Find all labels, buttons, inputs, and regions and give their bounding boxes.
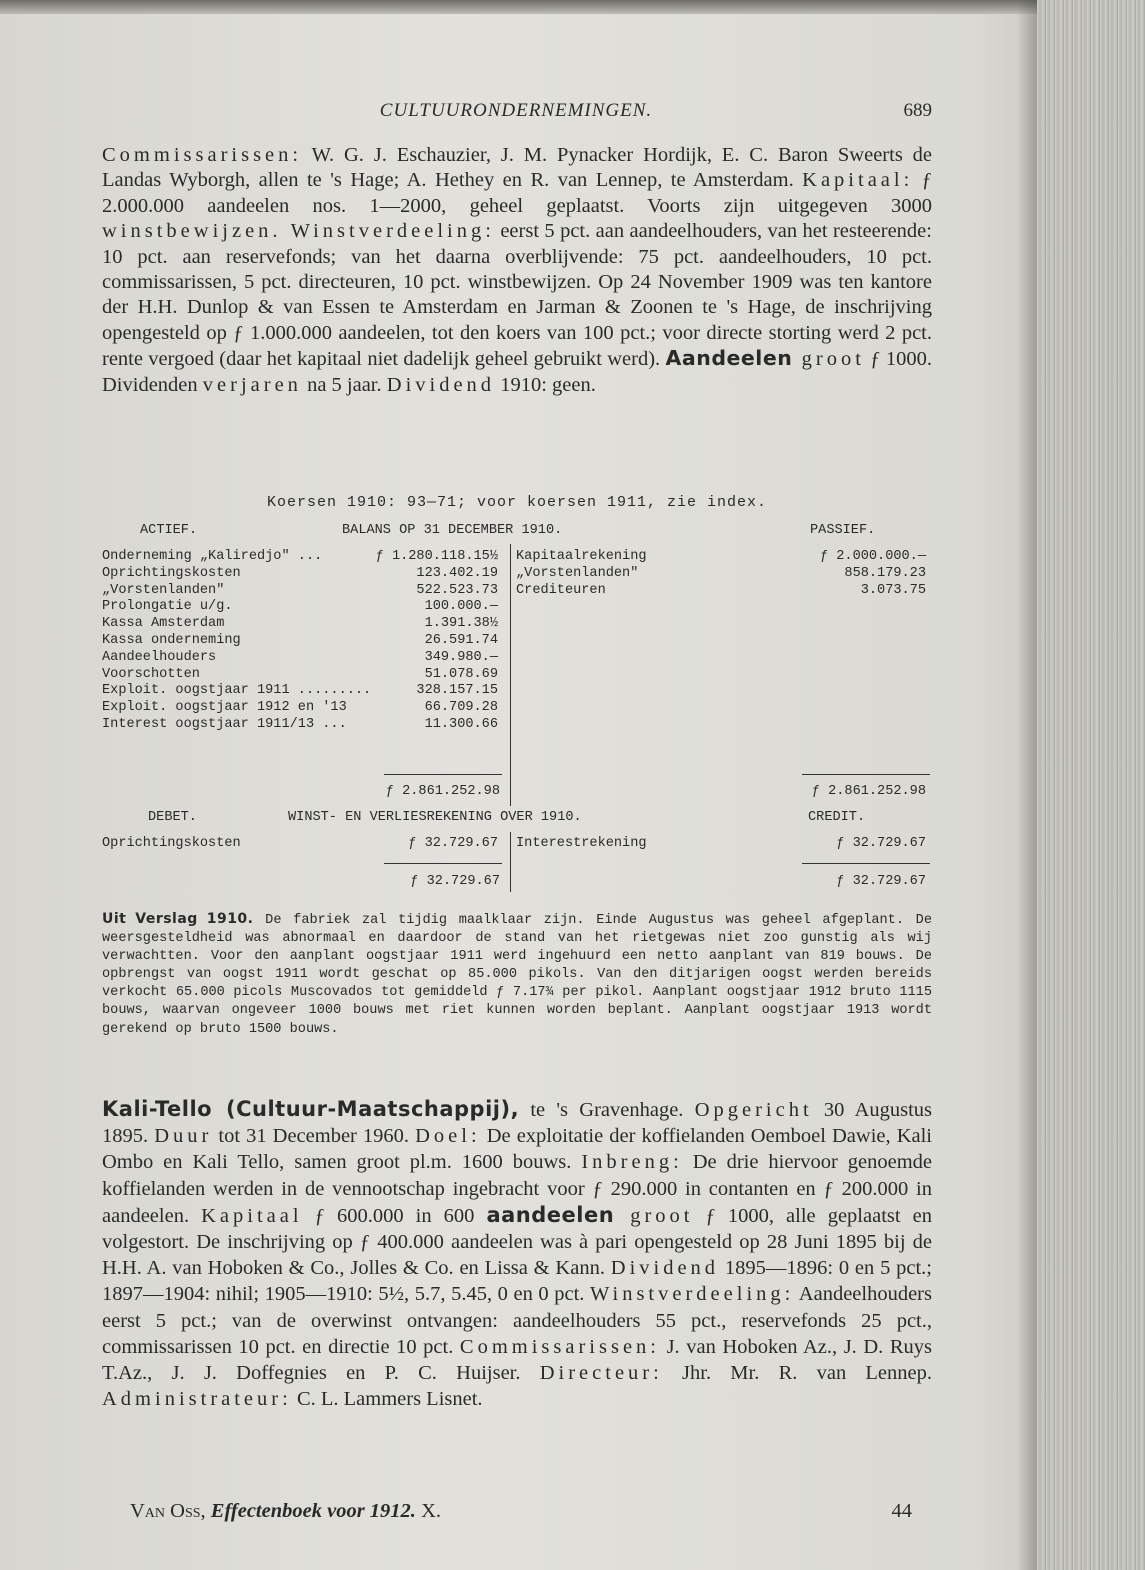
- actief-label: Exploit. oogstjaar 1912 en '13: [102, 700, 347, 716]
- kt-directeur-text: Jhr. Mr. R. van Lennep.: [662, 1362, 933, 1385]
- verjaren-text: na 5 jaar.: [301, 373, 387, 396]
- commissarissen-label: Commissarissen:: [102, 144, 303, 166]
- passief-row: [516, 583, 932, 600]
- kali-tello-entry: [102, 1096, 932, 1412]
- actief-amount: 51.078.69: [424, 666, 498, 682]
- passief-row: [516, 549, 932, 566]
- actief-amount: 26.591.74: [424, 633, 498, 648]
- running-header: [100, 100, 932, 126]
- verslag-text: De fabriek zal tijdig maalklaar zijn. Einde Augustus was geheel afgeplant. De weersgesteldheid was abnormaal en daardoor de stand van het rietgewas niet zoo gunstig als wij verwachtten. Voor den aanplant oogstjaar 1911 werd ingehuurd een netto aanplant van 819 bouws. De opbrengst van oogst 1911 wordt geschat op 85.000 pikols. Van den ditjarigen oogst werden bereids verkocht 65.000 picols Muscovados tot gemiddeld ƒ 7.17¾ per pikol. Aanplant oogstjaar 1912 bruto 1115 bouws, waarvan ongeveer 1000 bouws met riet kunnen worden beplant. Aanplant oogstjaar 1913 wordt gerekend op bruto 1500 bouws.: [102, 913, 932, 1037]
- actief-total: ƒ 2.861.252.98: [385, 784, 500, 799]
- actief-label: „Vorstenlanden": [102, 582, 225, 598]
- actief-row: [102, 650, 504, 667]
- debet-amount: ƒ 32.729.67: [408, 836, 498, 851]
- debet-sum-rule: [384, 863, 502, 864]
- credit-sum-rule: [802, 863, 930, 864]
- directeur-label: Directeur:: [539, 1362, 663, 1385]
- kt-aandeelen-label: aandeelen: [486, 1202, 615, 1227]
- actief-amount: 11.300.66: [424, 717, 498, 732]
- balans-table: [102, 520, 932, 810]
- credit-row: [516, 836, 932, 853]
- passief-amount: 3.073.75: [860, 582, 926, 598]
- passief-label: „Vorstenlanden": [516, 565, 639, 581]
- kt-location: te 's Gravenhage.: [519, 1099, 695, 1121]
- winst-title: WINST- EN VERLIESREKENING OVER 1910.: [288, 810, 582, 825]
- footer-volume: X.: [421, 1500, 441, 1522]
- footer-author: Van Oss,: [130, 1500, 206, 1522]
- intro-paragraph: [102, 143, 932, 398]
- footer-signature: 44: [891, 1500, 912, 1522]
- winst-table: [102, 808, 932, 898]
- winstverdeeling-label: Winstverdeeling:: [281, 220, 495, 243]
- kt-groot-label: groot: [614, 1204, 694, 1227]
- administrateur-label: Administrateur:: [102, 1388, 292, 1411]
- kt-administrateur-text: C. L. Lammers Lisnet.: [291, 1388, 483, 1411]
- actief-amount: 100.000.—: [424, 599, 498, 615]
- book-edge: [1037, 0, 1145, 1570]
- credit-amount: ƒ 32.729.67: [836, 836, 926, 851]
- actief-label: Onderneming „Kaliredjo" ...: [102, 549, 323, 564]
- actief-label: Interest oogstjaar 1911/13 ...: [102, 717, 347, 732]
- debet-header: DEBET.: [148, 810, 197, 825]
- kt-winstverdeeling-label: Winstverdeeling:: [589, 1283, 795, 1306]
- doel-label: Doel:: [415, 1125, 481, 1148]
- actief-label: Aandeelhouders: [102, 649, 217, 665]
- opgericht-label: Opgericht: [694, 1099, 813, 1121]
- actief-sum-rule: [384, 774, 502, 775]
- page-footer: [130, 1500, 912, 1528]
- actief-row: [102, 583, 504, 600]
- actief-label: Kassa onderneming: [102, 633, 241, 648]
- kt-dividend-text: 1895—1896: 0 en 5 pct.; 1897—1904: nihil; 1905—1910: 5½, 5.7, 5.45, 0 en 0 pct.: [102, 1257, 932, 1306]
- actief-row: [102, 616, 504, 633]
- aandeelen-label: Aandeelen: [665, 346, 793, 371]
- kt-doel-text: De exploitatie der koffielanden Oemboel Dawie, Kali Ombo en Kali Tello, samen groot pl.m. 1600 bouws.: [102, 1125, 932, 1174]
- duur-label: Duur: [154, 1125, 213, 1148]
- kali-tello-name: Kali-Tello (Cultuur-Maatschappij),: [102, 1097, 520, 1121]
- actief-amount: 349.980.—: [424, 649, 498, 665]
- footer-book: Effectenboek voor 1912.: [210, 1500, 416, 1522]
- actief-row: [102, 633, 504, 650]
- passief-amount: ƒ 2.000.000.—: [819, 549, 926, 564]
- dividend-label: Dividend: [386, 373, 496, 396]
- actief-label: Exploit. oogstjaar 1911 .........: [102, 683, 372, 699]
- credit-label: Interestrekening: [516, 836, 647, 851]
- actief-label: Oprichtingskosten: [102, 565, 241, 581]
- actief-label: Prolongatie u/g.: [102, 599, 233, 615]
- kapitaal-label: Kapitaal:: [802, 169, 914, 192]
- groot-label: groot: [792, 348, 865, 371]
- kt-commissarissen-text: J. van Hoboken Az., J. D. Ruys T.Az., J. J. Doffegnies en P. C. Huijser.: [102, 1335, 932, 1385]
- actief-row: [102, 566, 504, 583]
- kt-opgericht-text: 30 Augustus 1895.: [102, 1099, 932, 1148]
- actief-row: [102, 700, 504, 717]
- actief-amount: 123.402.19: [416, 565, 498, 581]
- debet-row: [102, 836, 504, 853]
- passief-row: [516, 566, 932, 583]
- actief-label: Voorschotten: [102, 666, 200, 682]
- kt-inschrijving-text: ƒ 1000, alle geplaatst en volgestort. De inschrijving op ƒ 400.000 aandeelen was à pari opengesteld op 28 Juni 1895 bij de H.H. A. van Hoboken & Co., Jolles & Co. en Lissa & Kann.: [102, 1204, 932, 1280]
- passief-sum-rule: [802, 774, 930, 775]
- passief-header: PASSIEF.: [810, 523, 876, 538]
- credit-total: ƒ 32.729.67: [836, 874, 926, 889]
- passief-amount: 858.179.23: [844, 565, 926, 581]
- winst-divider: [510, 832, 511, 892]
- winstverdeeling-text: eerst 5 pct. aan aandeelhouders, van het resteerende: 10 pct. aan reservefonds; van het daarna overblijvende: 75 pct. aandeelhouders, 10 pct. commissarissen, 5 pct. directeuren, 10 pct. winstbewijzen. Op 24 November 1909 was ten kantore der H.H. Dunlop & van Essen te Amsterdam en Jarman & Zoonen te 's Hage, de inschrijving opengesteld op ƒ 1.000.000 aandeelen, tot den koers van 100 pct.; voor directe storting werd 2 pct. rente vergoed (daar het kapitaal niet dadelijk geheel gebruikt werd).: [102, 220, 932, 371]
- commissarissen-text: W. G. J. Eschauzier, J. M. Pynacker Hordijk, E. C. Baron Sweerts de Landas Wyborgh, allen te 's Hage; A. Hethey en R. van Lennep, te Amsterdam.: [102, 144, 932, 192]
- actief-row: [102, 683, 504, 700]
- groot-text: ƒ 1000. Dividenden: [102, 348, 932, 396]
- page-gutter-shadow: [1017, 0, 1037, 1570]
- actief-amount: ƒ 1.280.118.15½: [375, 549, 498, 564]
- actief-amount: 66.709.28: [424, 700, 498, 716]
- winstbewijzen-label: winstbewijzen.: [102, 220, 282, 243]
- balans-title: BALANS OP 31 DECEMBER 1910.: [342, 523, 563, 538]
- kt-winstverdeeling-text: Aandeelhouders eerst 5 pct.; van de overwinst ontvangen: aandeelhouders 55 pct., reservefonds 25 pct., commissarissen 10 pct. en directie 10 pct.: [102, 1283, 932, 1358]
- verslag-paragraph: [102, 910, 932, 1039]
- actief-amount: 1.391.38½: [424, 616, 498, 632]
- scan-top-shadow: [0, 0, 1145, 14]
- credit-header: CREDIT.: [808, 810, 866, 825]
- inbreng-label: Inbreng:: [581, 1151, 683, 1174]
- koersen-note: Koersen 1910: 93—71; voor koersen 1911, zie index.: [266, 494, 768, 511]
- debet-label: Oprichtingskosten: [102, 836, 241, 851]
- kt-commissarissen-label: Commissarissen:: [459, 1335, 660, 1358]
- actief-row: [102, 549, 504, 566]
- kt-inbreng-text: De drie hiervoor genoemde koffielanden werden in de vennootschap ingebracht voor ƒ 290.000 in contanten en ƒ 200.000 in aandeelen.: [102, 1151, 933, 1227]
- running-title: CULTUURONDERNEMINGEN.: [379, 100, 653, 121]
- page-number: 689: [903, 100, 932, 121]
- actief-row: [102, 717, 504, 734]
- kt-kapitaal-label: Kapitaal: [201, 1204, 303, 1227]
- actief-header: ACTIEF.: [140, 523, 198, 538]
- kapitaal-text: ƒ 2.000.000 aandeelen nos. 1—2000, geheel geplaatst. Voorts zijn uitgegeven 3000: [102, 169, 932, 217]
- kt-dividend-label: Dividend: [610, 1257, 720, 1280]
- balans-divider: [510, 544, 511, 806]
- passief-label: Crediteuren: [516, 582, 606, 598]
- actief-label: Kassa Amsterdam: [102, 616, 225, 632]
- actief-row: [102, 599, 504, 616]
- passief-total: ƒ 2.861.252.98: [811, 784, 926, 799]
- actief-amount: 328.157.15: [416, 683, 498, 699]
- verjaren-label: verjaren: [202, 373, 302, 396]
- actief-amount: 522.523.73: [416, 582, 498, 598]
- actief-row: [102, 667, 504, 684]
- kt-duur-text: tot 31 December 1960.: [212, 1125, 416, 1148]
- debet-total: ƒ 32.729.67: [410, 874, 500, 889]
- verslag-title: Uit Verslag 1910.: [102, 911, 254, 927]
- dividend-text: 1910: geen.: [495, 373, 596, 396]
- passief-label: Kapitaalrekening: [516, 549, 647, 564]
- kt-kapitaal-text: ƒ 600.000 in 600: [302, 1204, 487, 1227]
